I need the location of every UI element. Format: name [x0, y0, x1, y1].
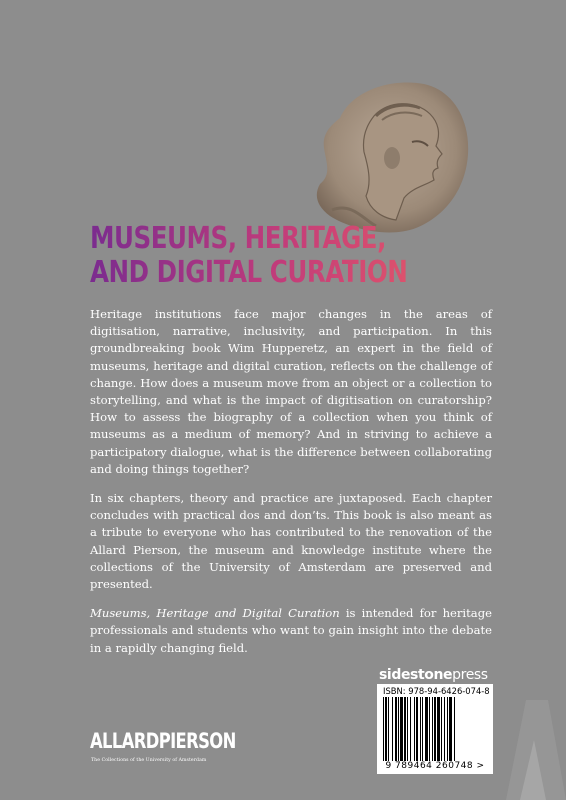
barcode-bar	[447, 697, 448, 761]
barcode-bar	[410, 697, 411, 761]
book-title-italic: Museums, Heritage and Digital Curation	[90, 606, 340, 621]
barcode-bar	[392, 697, 393, 761]
barcode-digits: 9 789464 260748 >	[385, 761, 485, 771]
barcode-bar	[414, 697, 415, 761]
barcode-bar	[437, 697, 440, 761]
isbn-label: ISBN: 978-94-6426-074-8	[383, 686, 490, 696]
book-title	[90, 222, 434, 290]
barcode-bar	[400, 697, 403, 761]
barcode-bar	[383, 697, 384, 761]
barcode-bar	[434, 697, 436, 761]
barcode-bar	[429, 697, 430, 761]
publisher-name-bold: sidestone	[379, 667, 453, 683]
allard-pierson-subtitle: The Collections of the University of Amsterdam	[91, 758, 207, 763]
publisher-name-light: press	[452, 667, 488, 683]
barcode-bar	[425, 697, 428, 761]
barcode-bar	[388, 697, 389, 761]
barcode-bar	[407, 697, 408, 761]
allard-pierson-logo: ALLARDPIERSON	[90, 729, 236, 753]
barcode-bar	[432, 697, 433, 761]
book-spine-arrow-graphic	[498, 700, 566, 800]
barcode-bar	[444, 697, 445, 761]
blurb-paragraph-3-rest: is intended for heritage professionals and students who want to gain insight into the debate in a rapidly changing field.	[90, 606, 492, 655]
barcode-bar	[454, 697, 455, 761]
barcode-bars	[381, 697, 489, 761]
barcode-bar	[385, 697, 387, 761]
blurb-paragraph-2: In six chapters, theory and practice are juxtaposed. Each chapter concludes with practical dos and don’ts. This book is also meant as a tribute to everyone who has contributed to the renovation of the Allard Pierson, the museum and knowledge institute where the collections of the University of Amsterdam are preserved and presented.	[90, 491, 492, 592]
barcode-bar	[449, 697, 452, 761]
clay-relief-portrait-image	[312, 70, 472, 240]
barcode-bar	[416, 697, 418, 761]
barcode-bar	[404, 697, 406, 761]
barcode-bar	[422, 697, 423, 761]
title-line-1: MUSEUMS, HERITAGE,	[90, 222, 434, 256]
blurb-paragraph-1: Heritage institutions face major changes in the areas of digitisation, narrative, inclusivity, and participation. In this groundbreaking book Wim Hupperetz, an expert in the field of museums, heritage and digital curation, reflects on the challenge of change. How does a museum move from an object or a collection to storytelling, and what is the impact of digitisation on curatorship? How to assess the biography of a collection when you think of museums as a medium of memory? And in striving to achieve a participatory dialogue, what is the difference between collaborating and doing things together?	[90, 307, 492, 476]
blurb-text	[90, 306, 492, 669]
barcode-bar	[395, 697, 397, 761]
publisher-logo	[379, 667, 488, 683]
barcode-bar	[441, 697, 442, 761]
blurb-paragraph-3	[90, 605, 492, 657]
isbn-barcode	[377, 684, 493, 774]
barcode-bar	[420, 697, 421, 761]
title-line-2: AND DIGITAL CURATION	[90, 256, 434, 290]
barcode-bar	[398, 697, 399, 761]
